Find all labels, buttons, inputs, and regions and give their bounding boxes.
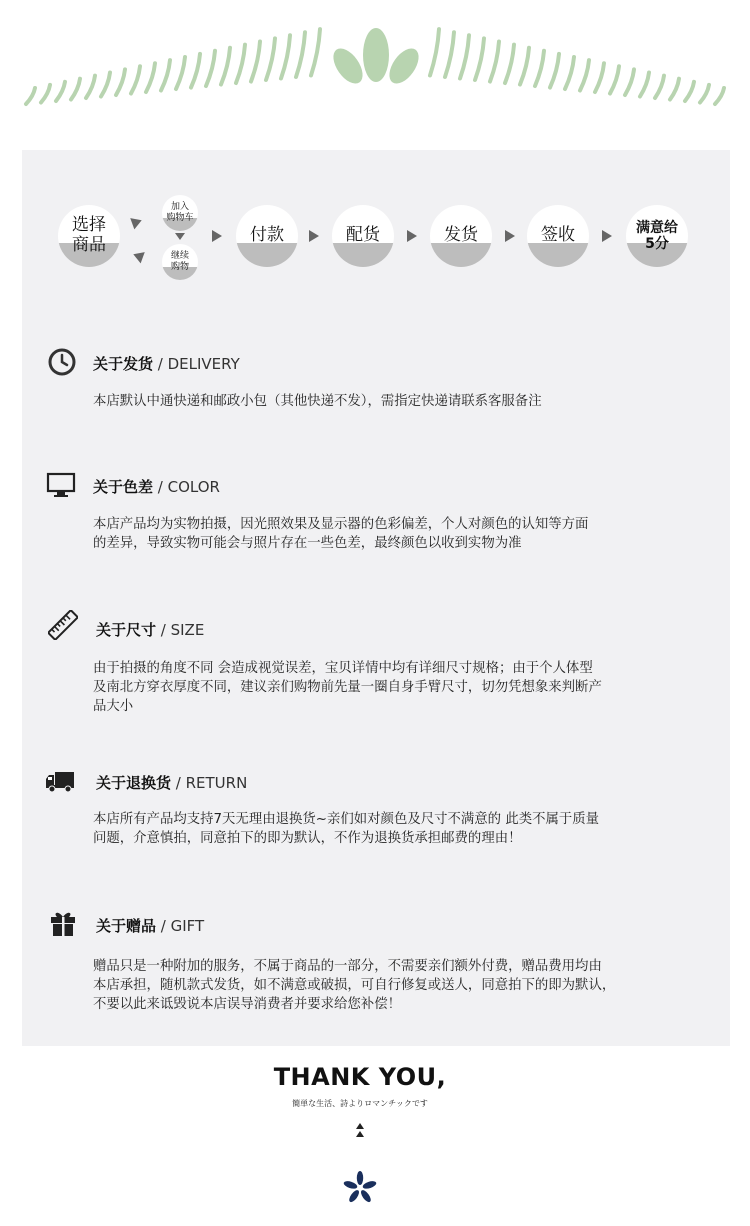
arrow-right-icon [407, 230, 417, 242]
step-label: 加入 [170, 201, 189, 212]
section-line: 本店默认中通快递和邮政小包（其他快递不发），需指定快递请联系客服备注 [93, 394, 542, 409]
leaf-stroke [131, 66, 140, 93]
leaf-stroke [176, 57, 185, 89]
arrow-right-icon [602, 230, 612, 242]
section-title-zh: 关于退换货 [96, 774, 172, 792]
arrow-right-icon [309, 230, 319, 242]
arrow-right-icon [505, 230, 515, 242]
leaf-stroke [625, 69, 634, 95]
section-title-return [96, 772, 247, 793]
leaf-stroke [116, 69, 125, 95]
section-line: 不要以此来诋毁说本店误导消费者并要求给您补偿！ [93, 997, 401, 1012]
leaf-stroke [475, 38, 484, 80]
leaf-center-icon [328, 28, 425, 89]
leaf-stroke [161, 60, 170, 90]
leaf-stroke [655, 76, 664, 98]
leaf-stroke [550, 54, 559, 88]
arrow-down-icon [175, 233, 185, 240]
step-add-cart [162, 195, 198, 231]
step-pay [236, 205, 298, 267]
step-pick [332, 205, 394, 267]
section-body-size [93, 659, 718, 716]
section-title-en: / GIFT [156, 917, 205, 935]
leaf-stroke [251, 42, 260, 82]
leaf-stroke [26, 88, 35, 104]
leaf-stroke [430, 29, 439, 75]
info-panel [22, 150, 730, 1046]
leaf-stroke [206, 51, 215, 86]
section-line: 的差异，导致实物可能会与照片存在一些色差，最终颜色以收到实物为准 [93, 536, 522, 551]
leaf-stroke [715, 88, 724, 104]
thank-you-subtitle: 簡単な生活、詩よりロマンチックです [292, 1099, 428, 1108]
leaf-stroke [595, 63, 604, 92]
truck-icon [45, 766, 75, 796]
gift-icon [48, 908, 78, 938]
step-label: 购物车 [166, 213, 194, 223]
leaf-stroke [670, 79, 679, 100]
leaf-banner [0, 0, 750, 130]
section-title-delivery [93, 353, 240, 374]
section-line: 问题，介意慎拍，同意拍下的即为默认，不作为退换货承担邮费的理由！ [93, 831, 522, 846]
section-title-en: / SIZE [156, 621, 205, 639]
section-line: 本店所有产品均支持7天无理由退换货~亲们如对颜色及尺寸不满意的 此类不属于质量 [93, 812, 600, 827]
flower-logo-icon [342, 1170, 378, 1206]
leaf-stroke [520, 48, 529, 85]
step-label: 满意给 [636, 219, 678, 236]
step-receive [527, 205, 589, 267]
leaf-stroke [101, 73, 110, 97]
step-ship [430, 205, 492, 267]
leaf-stroke [685, 82, 694, 101]
thank-you-heading: THANK YOU, [273, 1063, 447, 1091]
section-body-gift [93, 957, 718, 1014]
section-title-zh: 关于色差 [93, 478, 154, 496]
leaf-stroke [146, 63, 155, 92]
section-title-gift [96, 915, 204, 936]
section-title-zh: 关于尺寸 [96, 621, 157, 639]
leaf-stroke [311, 29, 320, 75]
leaf-stroke [281, 35, 290, 78]
leaf-stroke [700, 85, 709, 103]
section-line: 本店产品均为实物拍摄，因光照效果及显示器的色彩偏差，个人对颜色的认知等方面 [93, 517, 589, 532]
section-title-en: / RETURN [171, 774, 248, 792]
leaf-stroke [460, 35, 469, 78]
step-label: 签收 [541, 225, 575, 246]
section-title-en: / COLOR [153, 478, 220, 496]
leaf-stroke [266, 38, 275, 80]
leaf-stroke [236, 45, 245, 83]
leaf-stroke [580, 60, 589, 90]
step-label: 发货 [444, 225, 478, 246]
section-line: 由于拍摄的角度不同 会造成视觉误差，宝贝详情中均有详细尺寸规格；由于个人体型 [93, 661, 593, 676]
ruler-icon [48, 610, 78, 640]
section-line: 本店承担，随机款式发货，如不满意或破损，可自行修复或送人，同意拍下的即为默认， [93, 978, 616, 993]
leaf-stroke [505, 45, 514, 83]
leaf-stroke [535, 51, 544, 86]
monitor-icon [46, 470, 76, 500]
step-label: 配货 [346, 225, 380, 246]
leaf-stroke [191, 54, 200, 88]
leaf-stroke [565, 57, 574, 89]
leaf-stroke [41, 85, 50, 103]
double-arrow-icon [354, 1122, 366, 1140]
section-title-size [96, 619, 204, 640]
step-continue-shopping [162, 244, 198, 280]
section-body-color [93, 515, 718, 553]
step-label: 购物 [170, 262, 189, 272]
leaf-stroke [610, 66, 619, 93]
leaf-stroke [296, 32, 305, 77]
leaf-stroke [71, 79, 80, 100]
step-rate [626, 205, 688, 267]
section-title-color [93, 476, 220, 497]
section-body-delivery [93, 392, 718, 411]
leaf-stroke [56, 82, 65, 101]
step-label: 付款 [250, 225, 284, 246]
step-label: 5分 [645, 236, 669, 252]
leaf-stroke [221, 48, 230, 85]
section-body-return [93, 810, 718, 848]
clock-icon [47, 347, 77, 377]
leaf-stroke [640, 73, 649, 97]
arrow-right-icon [212, 230, 222, 242]
section-title-en: / DELIVERY [153, 355, 240, 373]
section-line: 品大小 [93, 699, 134, 714]
leaf-stroke [86, 76, 95, 98]
leaf-stroke [445, 32, 454, 77]
step-choose-product [58, 205, 120, 267]
step-label: 选择 [72, 215, 106, 236]
section-title-zh: 关于赠品 [96, 917, 157, 935]
step-label: 商品 [72, 235, 106, 255]
section-title-zh: 关于发货 [93, 355, 154, 373]
section-line: 及南北方穿衣厚度不同，建议亲们购物前先量一圈自身手臂尺寸，切勿凭想象来判断产 [93, 680, 602, 695]
leaf-stroke [490, 42, 499, 82]
section-line: 赠品只是一种附加的服务，不属于商品的一部分，不需要亲们额外付费，赠品费用均由 [93, 959, 602, 974]
step-label: 继续 [170, 250, 189, 261]
